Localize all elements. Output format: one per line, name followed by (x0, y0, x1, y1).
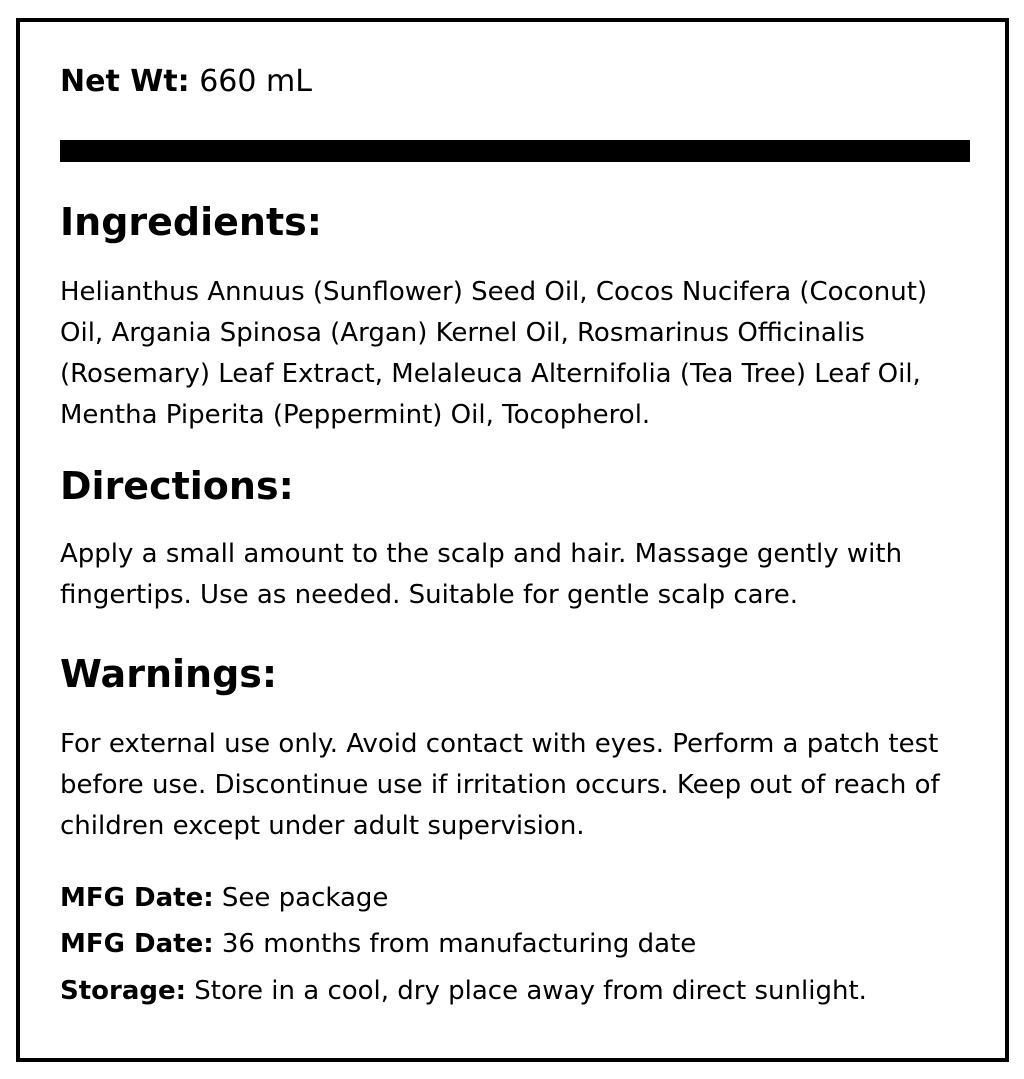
fact-storage (60, 973, 867, 1009)
net-weight-label: Net Wt: (60, 64, 190, 99)
section-divider (60, 140, 970, 162)
fact-label: Storage: (60, 976, 187, 1006)
ingredients-text: Helianthus Annuus (Sunflower) Seed Oil, Cocos Nucifera (Coconut) Oil, Argania Spinosa (Argan) Kernel Oil, Rosmarinus Officinalis (Rosemary) Leaf Extract, Melaleuca Alternifolia (Tea Tree) Leaf Oil, Mentha Piperita (Peppermint) Oil, Tocopherol. (60, 277, 928, 430)
product-label (16, 18, 1009, 1062)
fact-expiry (60, 926, 696, 962)
net-weight (60, 62, 312, 102)
warnings-heading: Warnings: (60, 652, 278, 696)
ingredients-heading: Ingredients: (60, 200, 322, 244)
net-weight-value: 660 mL (189, 64, 312, 99)
fact-mfg-date (60, 880, 388, 916)
warnings-text: For external use only. Avoid contact with eyes. Perform a patch test before use. Discontinue use if irritation occurs. Keep out of reach of children except under adult supervision. (60, 729, 940, 841)
fact-label: MFG Date: (60, 929, 214, 959)
fact-value: 36 months from manufacturing date (213, 929, 697, 959)
directions-text: Apply a small amount to the scalp and hair. Massage gently with fingertips. Use as needed. Suitable for gentle scalp care. (60, 539, 903, 610)
fact-value: See package (213, 883, 389, 913)
directions-heading: Directions: (60, 464, 294, 508)
fact-value: Store in a cool, dry place away from direct sunlight. (186, 976, 867, 1006)
fact-label: MFG Date: (60, 883, 214, 913)
